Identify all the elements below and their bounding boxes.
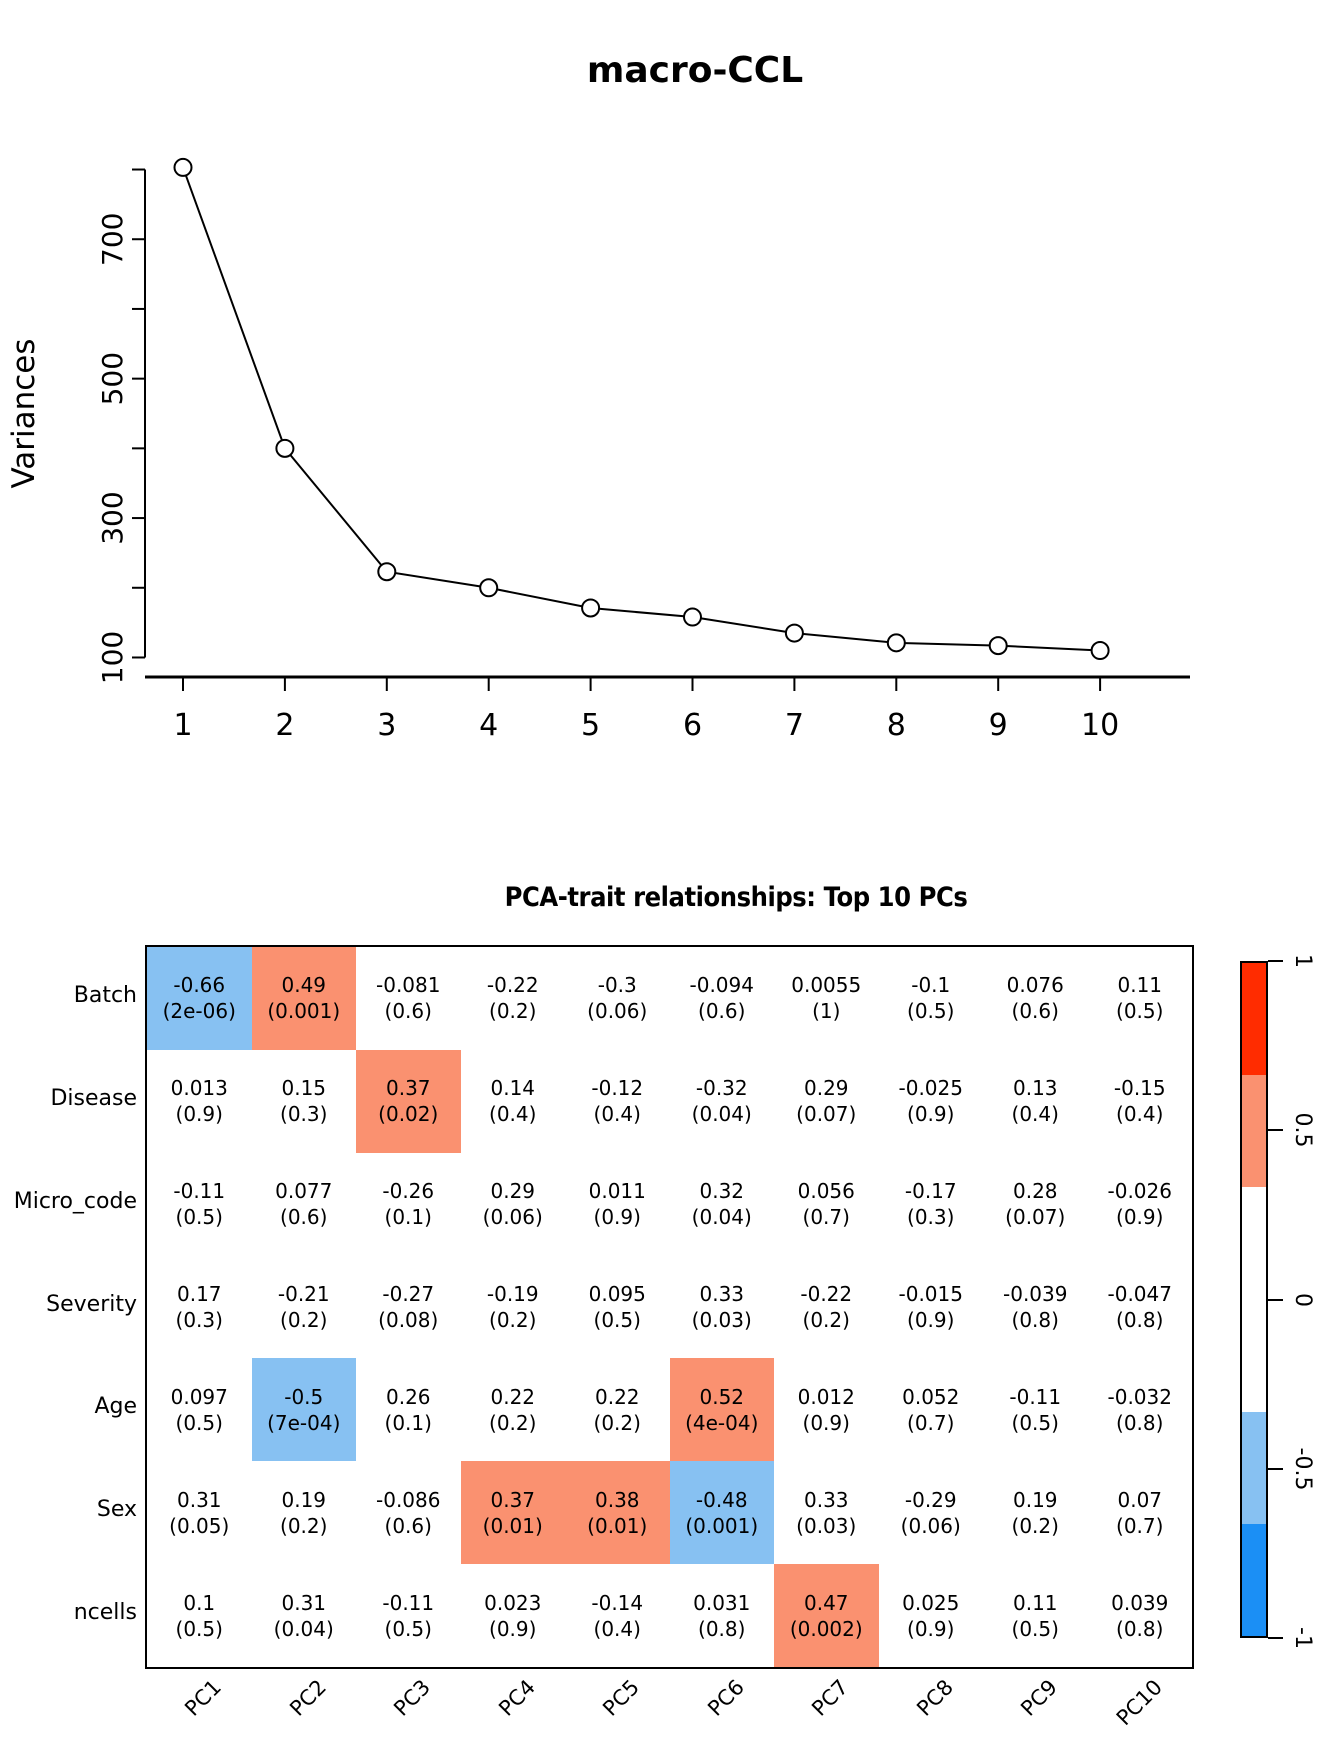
row-label-sex: Sex [96, 1497, 137, 1523]
cell-p-value: (0.4) [1011, 1102, 1059, 1127]
data-point-pc6 [684, 609, 701, 626]
cell-p-value: (0.01) [587, 1513, 648, 1538]
cell-p-value: (0.04) [273, 1616, 334, 1641]
row-label-age: Age [94, 1394, 137, 1420]
heatmap-cell-batch-pc6 [670, 947, 775, 1050]
cell-p-value: (0.4) [593, 1616, 641, 1641]
x-tick-label: 7 [784, 708, 804, 743]
cell-p-value: (0.1) [384, 1205, 432, 1230]
heatmap-cell-severity-pc4 [461, 1256, 566, 1359]
cell-p-value: (0.6) [1011, 999, 1059, 1024]
cell-r-value: 0.29 [490, 1179, 536, 1204]
data-point-pc4 [480, 579, 497, 596]
cell-p-value: (0.06) [482, 1205, 543, 1230]
heatmap-cell-batch-pc8 [879, 947, 984, 1050]
heatmap-cell-ncells-pc5 [565, 1564, 670, 1667]
heatmap-cell-batch-pc5 [565, 947, 670, 1050]
cell-r-value: 0.056 [797, 1179, 855, 1204]
cell-p-value: (0.4) [1116, 1102, 1164, 1127]
x-tick-label: 4 [479, 708, 499, 743]
cell-p-value: (0.9) [175, 1102, 223, 1127]
data-point-pc9 [990, 637, 1007, 654]
cell-r-value: 0.37 [490, 1487, 536, 1512]
cell-p-value: (0.06) [587, 999, 648, 1024]
cell-p-value: (0.7) [802, 1205, 850, 1230]
heatmap-cell-severity-pc7 [774, 1256, 879, 1359]
cell-r-value: 0.22 [490, 1384, 536, 1409]
heatmap-cell-batch-pc2 [252, 947, 357, 1050]
cell-r-value: -0.026 [1107, 1179, 1172, 1204]
heatmap-title: PCA-trait relationships: Top 10 PCs [504, 882, 968, 913]
cell-p-value: (0.01) [482, 1513, 543, 1538]
data-point-pc8 [888, 634, 905, 651]
cell-p-value: (7e-04) [267, 1410, 341, 1435]
row-label-batch: Batch [73, 983, 137, 1008]
cell-r-value: 0.025 [902, 1590, 960, 1615]
cell-r-value: -0.29 [904, 1487, 957, 1512]
cell-p-value: (0.04) [691, 1102, 752, 1127]
cell-r-value: 0.19 [1012, 1487, 1058, 1512]
cell-p-value: (1) [812, 999, 841, 1024]
heatmap-cell-ncells-pc7 [774, 1564, 879, 1667]
cell-p-value: (0.5) [175, 1410, 223, 1435]
heatmap-cell-batch-pc10 [1088, 947, 1193, 1050]
y-tick-label: 300 [96, 491, 129, 545]
cell-p-value: (0.9) [489, 1616, 537, 1641]
cell-r-value: 0.32 [699, 1179, 745, 1204]
cell-p-value: (4e-04) [685, 1410, 759, 1435]
x-tick-label: 3 [377, 708, 397, 743]
cell-p-value: (0.4) [593, 1102, 641, 1127]
cell-r-value: 0.52 [699, 1384, 745, 1409]
colorbar-tick [1268, 1637, 1283, 1639]
cell-r-value: 0.33 [699, 1281, 745, 1306]
heatmap-cell-micro_code-pc2 [252, 1153, 357, 1256]
colorbar-tick [1268, 1468, 1283, 1470]
cell-r-value: -0.11 [382, 1590, 435, 1615]
cell-r-value: -0.17 [904, 1179, 957, 1204]
cell-r-value: -0.3 [597, 973, 637, 998]
heatmap-cell-ncells-pc6 [670, 1564, 775, 1667]
cell-p-value: (0.002) [789, 1616, 863, 1641]
cell-r-value: -0.66 [173, 973, 226, 998]
row-label-disease: Disease [50, 1085, 137, 1111]
cell-p-value: (0.8) [1116, 1307, 1164, 1332]
cell-r-value: 0.38 [594, 1487, 640, 1512]
cell-p-value: (0.3) [907, 1205, 955, 1230]
cell-r-value: 0.031 [693, 1590, 751, 1615]
x-tick-label: 6 [682, 708, 703, 743]
cell-r-value: 0.0055 [791, 973, 862, 998]
scree-line [183, 167, 1100, 650]
heatmap-cell-sex-pc2 [252, 1461, 357, 1564]
heatmap-grid [145, 945, 1194, 1669]
heatmap-cell-disease-pc2 [252, 1050, 357, 1153]
cell-p-value: (0.07) [796, 1102, 857, 1127]
cell-p-value: (0.4) [489, 1102, 537, 1127]
cell-r-value: -0.11 [173, 1179, 226, 1204]
x-tick-label: 5 [581, 708, 601, 743]
cell-r-value: 0.095 [588, 1281, 646, 1306]
colorbar-segment [1242, 1524, 1266, 1636]
heatmap-cell-severity-pc6 [670, 1256, 775, 1359]
col-label-pc1: PC1 [180, 1675, 227, 1721]
colorbar-segment [1242, 1412, 1266, 1524]
cell-p-value: (0.1) [384, 1410, 432, 1435]
cell-r-value: 0.011 [588, 1179, 646, 1204]
cell-r-value: 0.1 [183, 1590, 216, 1615]
cell-r-value: -0.047 [1107, 1281, 1172, 1306]
colorbar-segment [1242, 1187, 1266, 1411]
heatmap-cell-sex-pc9 [983, 1461, 1088, 1564]
cell-r-value: -0.12 [591, 1076, 644, 1101]
cell-r-value: -0.025 [898, 1076, 963, 1101]
cell-r-value: 0.13 [1012, 1076, 1058, 1101]
heatmap-cell-age-pc1 [147, 1358, 252, 1461]
cell-p-value: (0.7) [907, 1410, 955, 1435]
x-tick-label: 10 [1081, 708, 1120, 743]
row-label-severity: Severity [46, 1291, 137, 1317]
cell-p-value: (0.08) [378, 1307, 439, 1332]
cell-r-value: -0.14 [591, 1590, 644, 1615]
heatmap-cell-sex-pc10 [1088, 1461, 1193, 1564]
colorbar-tick-label: 0 [1290, 1292, 1315, 1307]
cell-p-value: (0.2) [1011, 1513, 1059, 1538]
col-label-pc7: PC7 [807, 1675, 854, 1721]
heatmap-cell-disease-pc4 [461, 1050, 566, 1153]
cell-r-value: -0.086 [376, 1487, 441, 1512]
heatmap-cell-micro_code-pc10 [1088, 1153, 1193, 1256]
cell-r-value: 0.013 [170, 1076, 228, 1101]
heatmap-cell-severity-pc3 [356, 1256, 461, 1359]
heatmap-cell-disease-pc3 [356, 1050, 461, 1153]
colorbar-tick-label: 0.5 [1290, 1112, 1315, 1148]
cell-p-value: (0.2) [489, 999, 537, 1024]
heatmap-cell-micro_code-pc9 [983, 1153, 1088, 1256]
cell-p-value: (0.06) [900, 1513, 961, 1538]
cell-r-value: 0.28 [1012, 1179, 1058, 1204]
cell-p-value: (0.9) [593, 1205, 641, 1230]
heatmap-cell-age-pc4 [461, 1358, 566, 1461]
x-tick-label: 8 [886, 708, 906, 743]
heatmap-cell-disease-pc1 [147, 1050, 252, 1153]
cell-p-value: (0.3) [280, 1102, 328, 1127]
cell-p-value: (0.5) [593, 1307, 641, 1332]
cell-r-value: 0.039 [1111, 1590, 1169, 1615]
heatmap-cell-batch-pc1 [147, 947, 252, 1050]
data-point-pc7 [786, 625, 803, 642]
col-label-pc10: PC10 [1111, 1675, 1167, 1731]
heatmap-cell-batch-pc3 [356, 947, 461, 1050]
cell-p-value: (0.04) [691, 1205, 752, 1230]
heatmap-cell-micro_code-pc7 [774, 1153, 879, 1256]
heatmap-cell-severity-pc8 [879, 1256, 984, 1359]
cell-r-value: 0.31 [281, 1590, 327, 1615]
heatmap-cell-age-pc3 [356, 1358, 461, 1461]
cell-p-value: (0.6) [280, 1205, 328, 1230]
data-point-pc5 [582, 599, 599, 616]
cell-r-value: 0.19 [281, 1487, 327, 1512]
heatmap-cell-disease-pc9 [983, 1050, 1088, 1153]
cell-r-value: -0.015 [898, 1281, 963, 1306]
x-tick-label: 2 [275, 708, 295, 743]
heatmap-cell-micro_code-pc1 [147, 1153, 252, 1256]
col-label-pc6: PC6 [702, 1675, 749, 1721]
heatmap-cell-age-pc9 [983, 1358, 1088, 1461]
col-label-pc2: PC2 [284, 1675, 331, 1721]
heatmap-cell-sex-pc7 [774, 1461, 879, 1564]
y-tick-label: 700 [96, 212, 129, 266]
cell-p-value: (0.2) [593, 1410, 641, 1435]
colorbar [1240, 961, 1268, 1638]
heatmap-cell-severity-pc2 [252, 1256, 357, 1359]
cell-p-value: (0.8) [1011, 1307, 1059, 1332]
cell-p-value: (0.001) [267, 999, 341, 1024]
cell-p-value: (0.8) [1116, 1410, 1164, 1435]
cell-p-value: (0.3) [175, 1307, 223, 1332]
colorbar-tick [1268, 960, 1283, 962]
x-tick-label: 1 [173, 708, 193, 743]
heatmap-cell-sex-pc5 [565, 1461, 670, 1564]
cell-r-value: 0.29 [803, 1076, 849, 1101]
cell-r-value: -0.039 [1003, 1281, 1068, 1306]
col-label-pc3: PC3 [389, 1675, 436, 1721]
cell-p-value: (0.8) [698, 1616, 746, 1641]
cell-r-value: 0.076 [1006, 973, 1064, 998]
cell-r-value: 0.07 [1117, 1487, 1163, 1512]
cell-p-value: (0.5) [175, 1205, 223, 1230]
heatmap-cell-age-pc6 [670, 1358, 775, 1461]
cell-r-value: -0.081 [376, 973, 441, 998]
cell-r-value: 0.11 [1012, 1590, 1058, 1615]
cell-p-value: (0.9) [907, 1616, 955, 1641]
cell-p-value: (0.9) [907, 1102, 955, 1127]
heatmap-cell-severity-pc10 [1088, 1256, 1193, 1359]
cell-r-value: 0.31 [176, 1487, 222, 1512]
heatmap-cell-micro_code-pc3 [356, 1153, 461, 1256]
cell-p-value: (0.2) [280, 1513, 328, 1538]
heatmap-cell-micro_code-pc6 [670, 1153, 775, 1256]
cell-r-value: -0.22 [800, 1281, 853, 1306]
heatmap-cell-age-pc2 [252, 1358, 357, 1461]
cell-r-value: -0.32 [695, 1076, 748, 1101]
cell-r-value: -0.26 [382, 1179, 435, 1204]
cell-p-value: (0.2) [802, 1307, 850, 1332]
cell-r-value: 0.14 [490, 1076, 536, 1101]
data-point-pc3 [378, 563, 395, 580]
data-point-pc1 [175, 159, 192, 176]
x-tick-label: 9 [988, 708, 1008, 743]
heatmap-cell-ncells-pc8 [879, 1564, 984, 1667]
data-point-pc10 [1092, 642, 1109, 659]
cell-r-value: -0.11 [1009, 1384, 1062, 1409]
heatmap-cell-batch-pc4 [461, 947, 566, 1050]
cell-p-value: (0.5) [1116, 999, 1164, 1024]
heatmap-cell-age-pc10 [1088, 1358, 1193, 1461]
cell-p-value: (0.2) [280, 1307, 328, 1332]
col-label-pc5: PC5 [598, 1675, 645, 1721]
cell-r-value: 0.33 [803, 1487, 849, 1512]
heatmap-cell-disease-pc7 [774, 1050, 879, 1153]
cell-p-value: (0.5) [175, 1616, 223, 1641]
cell-p-value: (0.03) [691, 1307, 752, 1332]
cell-r-value: 0.11 [1117, 973, 1163, 998]
cell-p-value: (0.001) [685, 1513, 759, 1538]
cell-p-value: (0.9) [1116, 1205, 1164, 1230]
colorbar-tick [1268, 1129, 1283, 1131]
cell-r-value: 0.023 [484, 1590, 542, 1615]
cell-r-value: 0.052 [902, 1384, 960, 1409]
cell-p-value: (0.5) [907, 999, 955, 1024]
heatmap-cell-ncells-pc1 [147, 1564, 252, 1667]
cell-r-value: 0.37 [385, 1076, 431, 1101]
heatmap-cell-sex-pc1 [147, 1461, 252, 1564]
cell-r-value: 0.012 [797, 1384, 855, 1409]
cell-p-value: (0.9) [907, 1307, 955, 1332]
heatmap-cell-sex-pc4 [461, 1461, 566, 1564]
data-point-pc2 [276, 440, 293, 457]
cell-p-value: (0.7) [1116, 1513, 1164, 1538]
scree-plot-title: macro-CCL [586, 50, 804, 91]
cell-r-value: 0.47 [803, 1590, 849, 1615]
cell-p-value: (0.07) [1005, 1205, 1066, 1230]
heatmap-cell-severity-pc5 [565, 1256, 670, 1359]
cell-p-value: (0.5) [1011, 1410, 1059, 1435]
cell-r-value: -0.19 [486, 1281, 539, 1306]
heatmap-cell-sex-pc3 [356, 1461, 461, 1564]
heatmap-cell-severity-pc1 [147, 1256, 252, 1359]
cell-r-value: -0.5 [284, 1384, 324, 1409]
heatmap-cell-disease-pc10 [1088, 1050, 1193, 1153]
heatmap-cell-micro_code-pc4 [461, 1153, 566, 1256]
heatmap-cell-micro_code-pc8 [879, 1153, 984, 1256]
col-label-pc4: PC4 [493, 1675, 540, 1721]
cell-p-value: (0.6) [384, 999, 432, 1024]
cell-r-value: -0.48 [695, 1487, 748, 1512]
cell-r-value: -0.27 [382, 1281, 435, 1306]
col-label-pc9: PC9 [1016, 1675, 1063, 1721]
heatmap-cell-ncells-pc3 [356, 1564, 461, 1667]
cell-p-value: (2e-06) [162, 999, 236, 1024]
cell-p-value: (0.03) [796, 1513, 857, 1538]
cell-r-value: 0.15 [281, 1076, 327, 1101]
colorbar-tick-label: -0.5 [1290, 1447, 1315, 1491]
cell-r-value: 0.49 [281, 973, 327, 998]
heatmap-cell-micro_code-pc5 [565, 1153, 670, 1256]
cell-r-value: -0.22 [486, 973, 539, 998]
heatmap-cell-ncells-pc9 [983, 1564, 1088, 1667]
cell-r-value: 0.077 [275, 1179, 333, 1204]
y-tick-label: 500 [96, 351, 129, 406]
heatmap-cell-batch-pc7 [774, 947, 879, 1050]
heatmap-cell-severity-pc9 [983, 1256, 1088, 1359]
row-label-micro_code: Micro_code [13, 1188, 137, 1214]
y-axis-label: Variances [6, 338, 42, 489]
cell-r-value: 0.17 [176, 1281, 222, 1306]
heatmap-cell-ncells-pc4 [461, 1564, 566, 1667]
cell-p-value: (0.5) [1011, 1616, 1059, 1641]
heatmap-cell-disease-pc8 [879, 1050, 984, 1153]
colorbar-segment [1242, 1075, 1266, 1187]
heatmap-cell-ncells-pc2 [252, 1564, 357, 1667]
cell-r-value: 0.097 [170, 1384, 228, 1409]
colorbar-segment [1242, 963, 1266, 1075]
heatmap-cell-ncells-pc10 [1088, 1564, 1193, 1667]
heatmap-cell-disease-pc5 [565, 1050, 670, 1153]
cell-r-value: 0.26 [385, 1384, 431, 1409]
cell-r-value: 0.22 [594, 1384, 640, 1409]
row-label-ncells: ncells [73, 1600, 137, 1626]
cell-r-value: -0.15 [1113, 1076, 1166, 1101]
y-tick-label: 100 [96, 630, 129, 685]
colorbar-tick-label: -1 [1290, 1627, 1315, 1649]
colorbar-tick [1268, 1299, 1283, 1301]
heatmap-cell-age-pc7 [774, 1358, 879, 1461]
cell-r-value: -0.21 [277, 1281, 330, 1306]
cell-r-value: -0.1 [911, 973, 951, 998]
cell-p-value: (0.02) [378, 1102, 439, 1127]
cell-p-value: (0.8) [1116, 1616, 1164, 1641]
cell-p-value: (0.9) [802, 1410, 850, 1435]
cell-r-value: -0.094 [689, 973, 754, 998]
heatmap-cell-sex-pc6 [670, 1461, 775, 1564]
cell-p-value: (0.6) [384, 1513, 432, 1538]
heatmap-cell-disease-pc6 [670, 1050, 775, 1153]
cell-p-value: (0.6) [698, 999, 746, 1024]
cell-r-value: -0.032 [1107, 1384, 1172, 1409]
heatmap-cell-age-pc5 [565, 1358, 670, 1461]
cell-p-value: (0.2) [489, 1307, 537, 1332]
cell-p-value: (0.2) [489, 1410, 537, 1435]
heatmap-cell-age-pc8 [879, 1358, 984, 1461]
cell-p-value: (0.05) [169, 1513, 230, 1538]
col-label-pc8: PC8 [911, 1675, 958, 1721]
heatmap-cell-batch-pc9 [983, 947, 1088, 1050]
scree-plot [0, 0, 1344, 810]
heatmap-cell-sex-pc8 [879, 1461, 984, 1564]
colorbar-tick-label: 1 [1290, 954, 1315, 968]
cell-p-value: (0.5) [384, 1616, 432, 1641]
